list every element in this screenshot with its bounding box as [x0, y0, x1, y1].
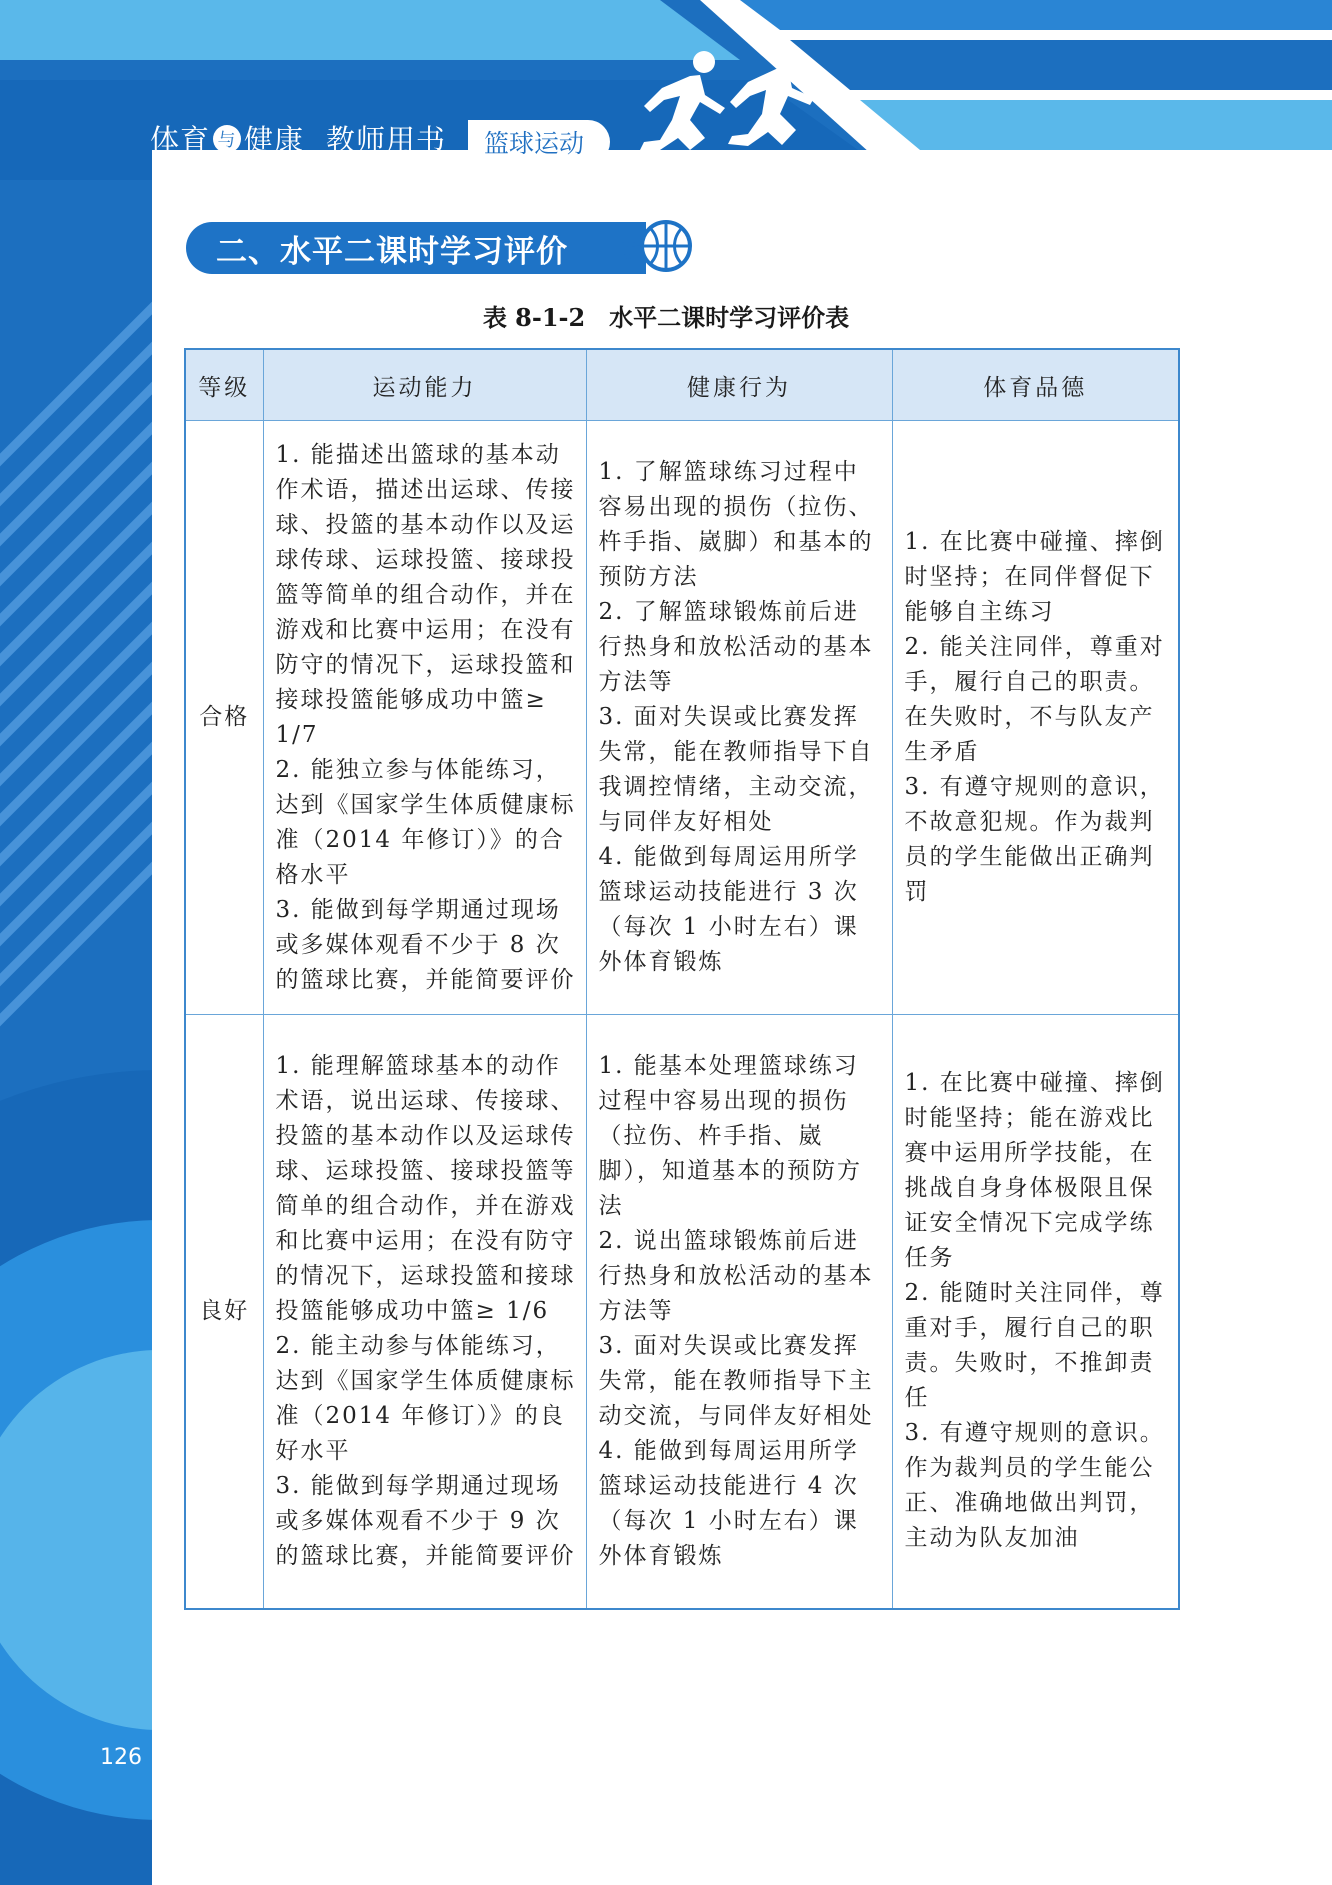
motor-cell — [263, 1015, 586, 1609]
list-item: 3. 有遵守规则的意识。作为裁判员的学生能公正、准确地做出判罚，主动为队友加油 — [904, 1420, 1165, 1552]
list-item: 3. 面对失误或比赛发挥失常，能在教师指导下主动交流，与同伴友好相处 — [598, 1332, 874, 1429]
list-item: 3. 能做到每学期通过现场或多媒体观看不少于 8 次的篮球比赛，并能简要评价 — [275, 896, 576, 993]
health-cell — [586, 421, 892, 1015]
list-item: 3. 有遵守规则的意识，不故意犯规。作为裁判员的学生能做出正确判罚 — [904, 774, 1165, 905]
list-item: 1. 能理解篮球基本的动作术语，说出运球、传接球、投篮的基本动作以及运球传球、运球投篮、接球投篮等简单的组合动作，并在游戏和比赛中运用；在没有防守的情况下，运球投篮和接球投篮能够成功中篮≥ 1/6 — [275, 1052, 576, 1324]
column-header-ethics: 体育品德 — [892, 349, 1179, 421]
level-cell: 良好 — [185, 1015, 263, 1609]
header-title-mid: 与 — [213, 125, 241, 153]
header-title-part3: 教师用书 — [326, 123, 447, 157]
evaluation-table — [184, 348, 1180, 1610]
table-title: 表 8-1-2 水平二课时学习评价表 — [482, 303, 850, 332]
health-cell — [586, 1015, 892, 1609]
table-header-row — [185, 349, 1179, 421]
list-item: 1. 能基本处理篮球练习过程中容易出现的损伤（拉伤、杵手指、崴脚），知道基本的预防方法 — [598, 1052, 862, 1219]
list-item: 2. 能随时关注同伴，尊重对手，履行自己的职责。失败时，不推卸责任 — [904, 1280, 1165, 1412]
section-title: 二、水平二课时学习评价 — [216, 233, 568, 270]
page-number: 126 — [100, 1745, 142, 1770]
book-header-title — [150, 118, 446, 159]
list-item: 3. 能做到每学期通过现场或多媒体观看不少于 9 次的篮球比赛，并能简要评价 — [275, 1472, 576, 1569]
list-item: 2. 能主动参与体能练习，达到《国家学生体质健康标准（2014 年修订）》的良好水平 — [275, 1332, 576, 1464]
list-item: 2. 了解篮球锻炼前后进行热身和放松活动的基本方法等 — [598, 599, 874, 695]
subject-badge: 篮球运动 — [468, 120, 610, 164]
list-item: 4. 能做到每周运用所学篮球运动技能进行 4 次（每次 1 小时左右）课外体育锻炼 — [598, 1437, 859, 1569]
header-title-part1: 体育 — [150, 123, 211, 157]
ethics-cell — [892, 1015, 1179, 1609]
list-item: 1. 在比赛中碰撞、摔倒时能坚持；能在游戏比赛中运用所学技能，在挑战自身身体极限且保证安全情况下完成学练任务 — [904, 1070, 1165, 1272]
level-cell: 合格 — [185, 421, 263, 1015]
list-item: 1. 能描述出篮球的基本动作术语，描述出运球、传接球、投篮的基本动作以及运球传球、运球投篮、接球投篮等简单的组合动作，并在游戏和比赛中运用；在没有防守的情况下，运球投篮和接球投篮能够成功中篮≥ 1/7 — [275, 441, 576, 748]
list-item: 1. 了解篮球练习过程中容易出现的损伤（拉伤、杵手指、崴脚）和基本的预防方法 — [598, 459, 874, 590]
table-row-pass — [185, 421, 1179, 1015]
header-title-part2: 健康 — [244, 123, 305, 157]
list-item: 2. 能关注同伴，尊重对手，履行自己的职责。在失败时，不与队友产生矛盾 — [904, 634, 1165, 765]
column-header-level: 等级 — [185, 349, 263, 421]
column-header-motor: 运动能力 — [263, 349, 586, 421]
list-item: 1. 在比赛中碰撞、摔倒时坚持；在同伴督促下能够自主练习 — [904, 529, 1165, 625]
basketball-icon — [620, 214, 700, 278]
section-title-bar — [186, 222, 646, 274]
motor-cell — [263, 421, 586, 1015]
column-header-health: 健康行为 — [586, 349, 892, 421]
ethics-cell — [892, 421, 1179, 1015]
list-item: 2. 能独立参与体能练习，达到《国家学生体质健康标准（2014 年修订）》的合格水平 — [275, 756, 576, 888]
list-item: 4. 能做到每周运用所学篮球运动技能进行 3 次（每次 1 小时左右）课外体育锻炼 — [598, 844, 859, 975]
list-item: 3. 面对失误或比赛发挥失常，能在教师指导下自我调控情绪，主动交流，与同伴友好相处 — [598, 704, 874, 835]
table-row-good — [185, 1015, 1179, 1609]
list-item: 2. 说出篮球锻炼前后进行热身和放松活动的基本方法等 — [598, 1227, 874, 1324]
